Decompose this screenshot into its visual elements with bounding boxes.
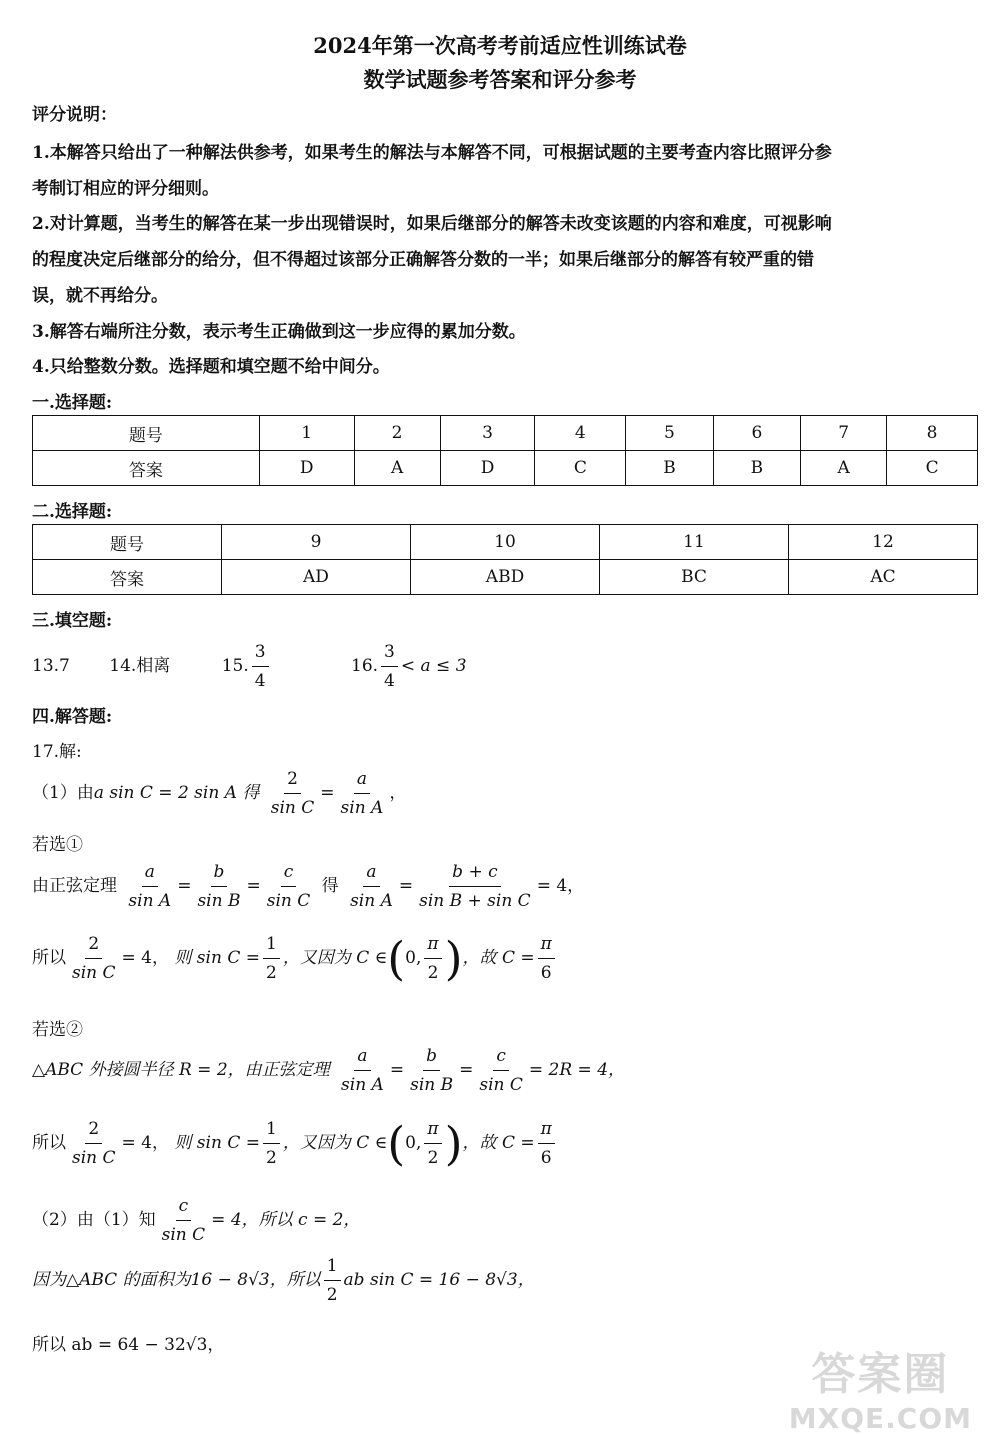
answer-table-1 <box>32 415 978 486</box>
table-cell: 9 <box>222 525 411 560</box>
rule-2-line-1: 2.对计算题，当考生的解答在某一步出现错误时，如果后继部分的解答未改变该题的内容和难度，可视影响 <box>32 214 832 234</box>
choice-2-label: 若选② <box>32 1020 83 1040</box>
table-cell: 10 <box>411 525 600 560</box>
table-cell: BC <box>600 560 789 595</box>
section-3-heading: 三.填空题: <box>32 611 113 631</box>
table-cell: D <box>259 451 354 486</box>
table-cell: C <box>887 451 978 486</box>
section-4-heading: 四.解答题: <box>32 707 113 727</box>
document-subtitle: 数学试题参考答案和评分参考 <box>363 67 637 92</box>
q17-part1-line: （1）由a sin C = 2 sin A 得 $\frac{2}{\text{sin C}}$ = $\frac{a}{\text{sin A}}$ ， <box>32 765 406 822</box>
q17-label: 17.解: <box>32 742 82 762</box>
table-cell: 6 <box>713 416 800 451</box>
table-cell: A <box>801 451 887 486</box>
table-cell: 5 <box>626 416 713 451</box>
choice-2-result-line: 所以 $\frac{2}{\text{sin C}}$ = 4， 则 sin C = $\frac{1}{2}$ ，又因为 C ∈(0, $\frac{\pi}{2}$ )，故 C = $\frac{\pi}{6}$ <box>32 1115 558 1172</box>
part2-line: （2）由（1）知 $\frac{c}{\text{sin C}}$ = 4，所以 c = 2， <box>32 1192 360 1249</box>
table-header-cell: 题号 <box>33 416 260 451</box>
watermark-logo: 答案圈 MXQE.COM <box>788 1349 972 1435</box>
q15-label: 15. <box>221 656 249 676</box>
q16-inequality: < a ≤ 3 <box>400 656 467 676</box>
document-title: 2024年第一次高考考前适应性训练试卷 <box>313 33 687 58</box>
table-cell: ABD <box>411 560 600 595</box>
table-cell: A <box>354 451 440 486</box>
q13-answer: 13.7 <box>32 656 70 676</box>
table-row <box>33 525 978 560</box>
table-header-cell: 答案 <box>33 451 260 486</box>
table-cell: 11 <box>600 525 789 560</box>
table-cell: 3 <box>440 416 535 451</box>
rule-3: 3.解答右端所注分数，表示考生正确做到这一步应得的累加分数。 <box>32 322 526 342</box>
rule-1-line-1: 1.本解答只给出了一种解法供参考，如果考生的解法与本解答不同，可根据试题的主要考查内容比照评分参 <box>32 143 832 163</box>
q16-label: 16. <box>351 656 379 676</box>
table-cell: AD <box>222 560 411 595</box>
table-cell: 4 <box>535 416 626 451</box>
rule-4: 4.只给整数分数。选择题和填空题不给中间分。 <box>32 357 390 377</box>
table-header-cell: 答案 <box>33 560 222 595</box>
table-header-cell: 题号 <box>33 525 222 560</box>
rule-2-line-2: 的程度决定后继部分的给分，但不得超过该部分正确解答分数的一半；如果后继部分的解答有较严重的错 <box>32 250 814 270</box>
answer-table-2 <box>32 524 978 595</box>
rule-1-line-2: 考制订相应的评分细则。 <box>32 179 219 199</box>
table-cell: 12 <box>789 525 978 560</box>
table-cell: B <box>713 451 800 486</box>
table-row <box>33 560 978 595</box>
area-line: 因为△ABC 的面积为16 − 8√3，所以 $\frac{1}{2}$ ab sin C = 16 − 8√3， <box>32 1252 535 1309</box>
table-cell: D <box>440 451 535 486</box>
table-cell: C <box>535 451 626 486</box>
choice-2-sine-law-line: △ABC 外接圆半径 R = 2，由正弦定理 $\frac{a}{\text{sin A}}$ = $\frac{b}{\text{sin B}}$ = $\frac{c}{\text{sin C}}$ = 2R = 4， <box>32 1042 625 1099</box>
choice-1-label: 若选① <box>32 835 83 855</box>
fill-blank-answers <box>32 638 467 695</box>
table-cell: B <box>626 451 713 486</box>
table-row <box>33 416 978 451</box>
table-cell: 7 <box>801 416 887 451</box>
table-cell: 8 <box>887 416 978 451</box>
q15-fraction: $\frac{3}{4}$ <box>252 638 269 695</box>
table-row <box>33 451 978 486</box>
section-2-heading: 二.选择题: <box>32 502 113 522</box>
choice-1-sine-law-line: 由正弦定理 $\frac{a}{\text{sin A}}$ = $\frac{b}{\text{sin B}}$ = $\frac{c}{\text{sin C}}$ 得 $\frac{a}{\text{sin A}}$ = $\frac{b + c}{\text{sin B + sin C}}$ = 4， <box>32 858 584 915</box>
q16-fraction: $\frac{3}{4}$ <box>381 638 398 695</box>
table-cell: 2 <box>354 416 440 451</box>
choice-1-result-line: 所以 $\frac{2}{\text{sin C}}$ = 4， 则 sin C = $\frac{1}{2}$ ，又因为 C ∈(0, $\frac{\pi}{2}$ )，故 C = $\frac{\pi}{6}$ <box>32 930 558 987</box>
rule-2-line-3: 误，就不再给分。 <box>32 286 168 306</box>
scoring-heading: 评分说明： <box>32 105 117 125</box>
ab-line: 所以 ab = 64 − 32√3， <box>32 1335 225 1355</box>
section-1-heading: 一.选择题: <box>32 393 113 413</box>
table-cell: 1 <box>259 416 354 451</box>
table-cell: AC <box>789 560 978 595</box>
q14-answer: 14.相离 <box>109 656 171 676</box>
